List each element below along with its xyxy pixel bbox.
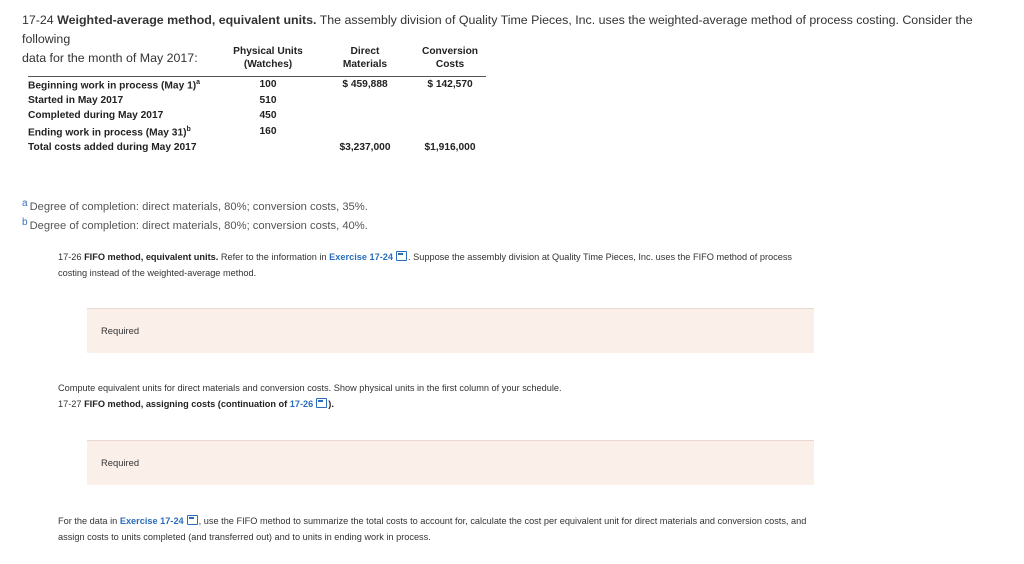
header-conversion-costs: Conversion Costs — [421, 46, 479, 70]
external-link-icon[interactable] — [316, 398, 327, 408]
exercise-17-24-link[interactable]: Exercise 17-24 — [119, 516, 184, 526]
header-rule — [28, 76, 486, 77]
header-physical-units: Physical Units (Watches) — [233, 46, 303, 70]
problem-title: Weighted-average method, equivalent units. — [57, 13, 317, 27]
footnote-a: a Degree of completion: direct materials, 80%; conversion costs, 35%. — [22, 198, 368, 213]
table-row: Beginning work in process (May 1)$^a$ 100 $ 459,888 $ 142,570 — [28, 79, 473, 92]
problem-intro — [22, 11, 1002, 68]
table-row: Ending work in process (May 31)$^b$ 160 — [28, 126, 277, 139]
header-direct-materials: Direct Materials — [342, 46, 388, 70]
table-row: Started in May 2017 510 — [28, 95, 277, 106]
exercise-17-27: Compute equivalent units for direct materials and conversion costs. Show physical units in the first column of your schedule. 17-27 FIFO method, assigning costs (continuation of 17-26 ). — [58, 383, 562, 409]
problem-text-line1: The assembly division of Quality Time Pieces, Inc. uses the weighted-average method of process costing. Consider the following — [22, 13, 973, 46]
exercise-17-26-link[interactable]: 17-26 — [289, 399, 314, 409]
table-row: Completed during May 2017 450 — [28, 110, 277, 121]
exercise-17-24-link[interactable]: Exercise 17-24 — [329, 252, 394, 262]
external-link-icon[interactable] — [396, 251, 407, 261]
exercise-17-26: 17-26 FIFO method, equivalent units. Refer to the information in Exercise 17-24 . Suppose the assembly division at Quality Time Pieces, Inc. uses the FIFO method of process costing instead of the weighted-average method. — [58, 252, 793, 278]
final-instructions: For the data in Exercise 17-24 , use the FIFO method to summarize the total costs to account for, calculate the cost per equivalent unit for direct materials and conversion costs, and assign costs to units completed (and transferred out) and to units in ending work in process. — [58, 516, 807, 542]
problem-text-line2: data for the month of May 2017: — [22, 51, 198, 65]
required-panel-2: Required — [87, 440, 814, 485]
table-row: Total costs added during May 2017 $3,237,000 $1,916,000 — [28, 142, 476, 153]
required-panel-1: Required — [87, 308, 814, 353]
footnote-b: b Degree of completion: direct materials, 80%; conversion costs, 40%. — [22, 217, 368, 232]
problem-number: 17-24 — [22, 13, 54, 27]
external-link-icon[interactable] — [187, 515, 198, 525]
